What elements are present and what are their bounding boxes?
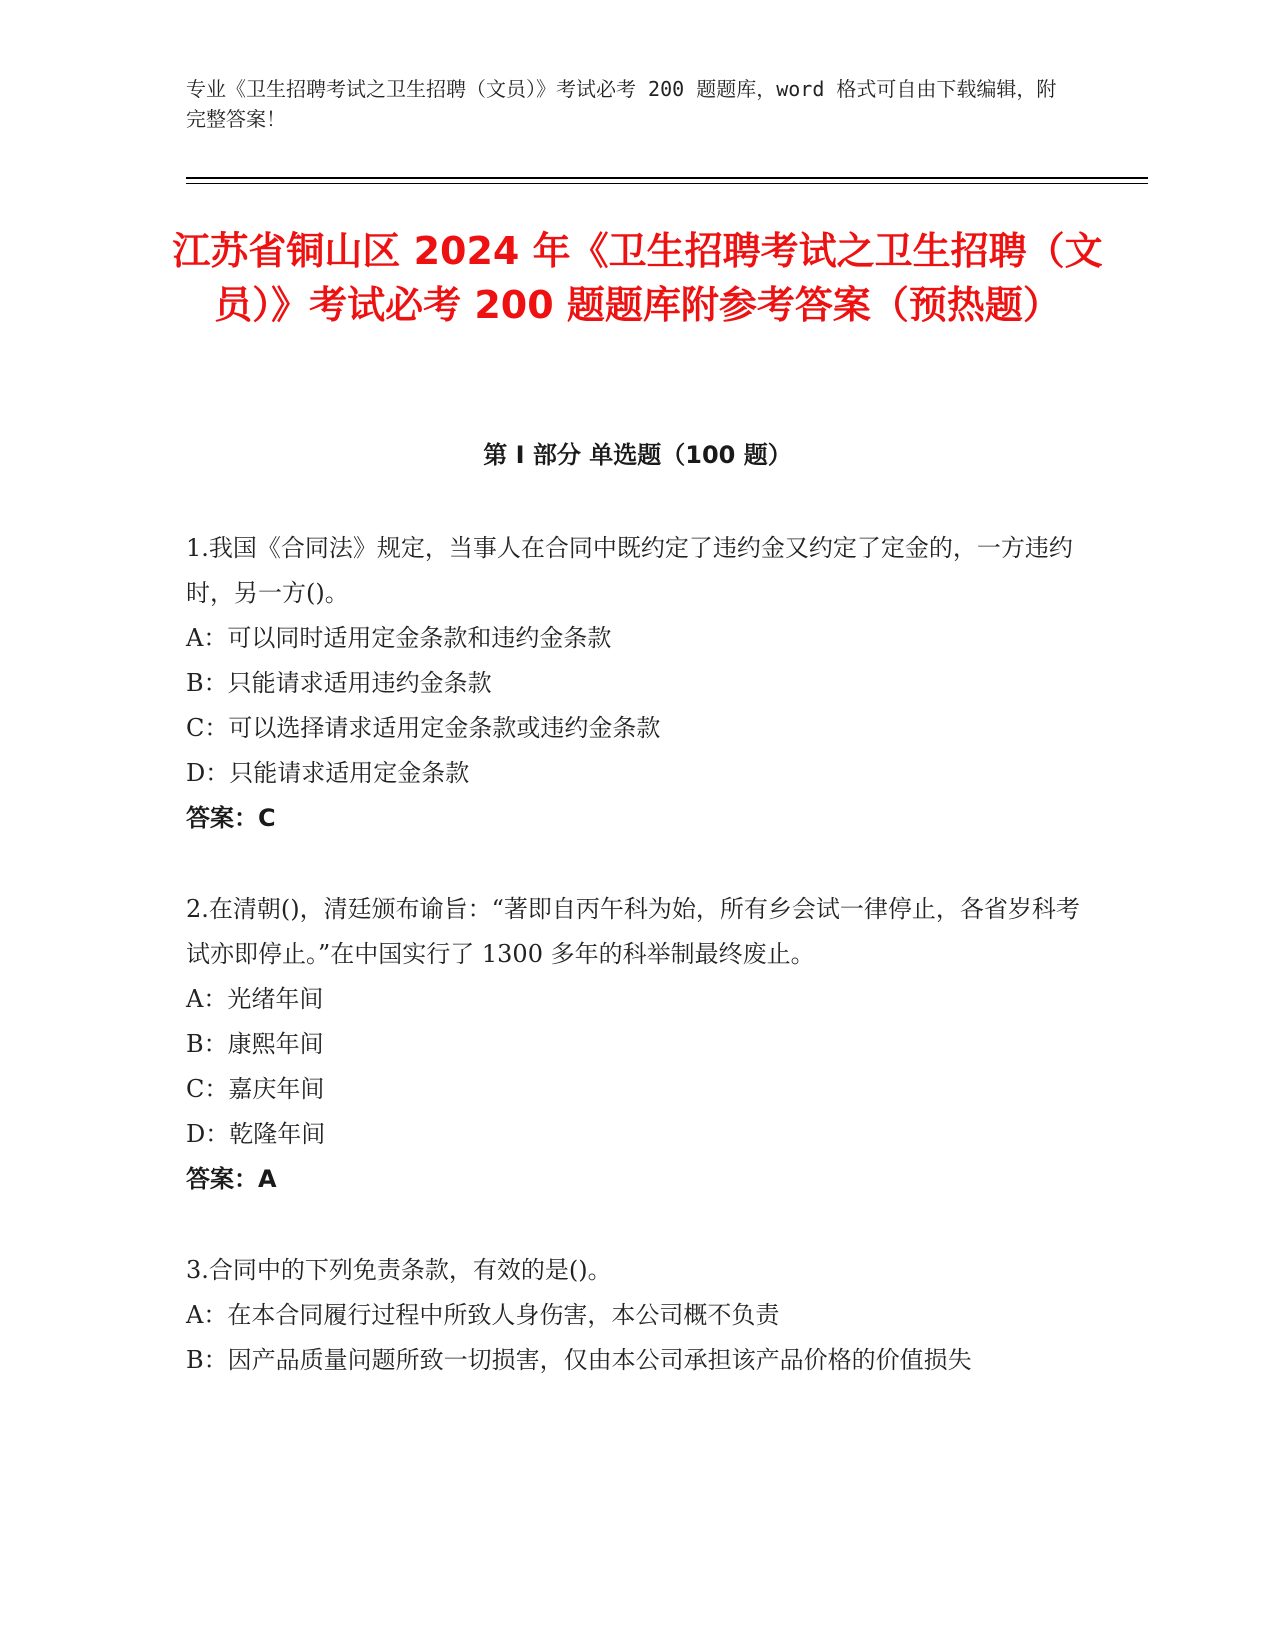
question-stem: 1.我国《合同法》规定，当事人在合同中既约定了违约金又约定了定金的，一方违约时，另一方()。 [186,534,1073,607]
question-stem: 2.在清朝()，清廷颁布谕旨：“著即自丙午科为始，所有乡会试一律停止，各省岁科考试亦即停止。”在中国实行了 1300 多年的科举制最终废止。 [186,895,1080,968]
option-a: A：在本合同履行过程中所致人身伤害，本公司概不负责 [186,1301,780,1329]
section-heading: 第 I 部分 单选题（100 题） [483,441,792,469]
option-a: A：可以同时适用定金条款和违约金条款 [186,624,612,652]
question-1 [186,526,1086,841]
question-2 [186,887,1086,1202]
header-divider-thin [186,183,1148,184]
option-b: B：只能请求适用违约金条款 [186,669,492,697]
option-a: A：光绪年间 [186,985,324,1013]
question-3 [186,1248,1086,1383]
answer-line: 答案：A [186,1165,277,1193]
option-d: D：乾隆年间 [186,1120,326,1148]
option-d: D：只能请求适用定金条款 [186,759,470,787]
answer-line: 答案：C [186,804,276,832]
option-c: C：嘉庆年间 [186,1075,325,1103]
option-b: B：康熙年间 [186,1030,324,1058]
option-c: C：可以选择请求适用定金条款或违约金条款 [186,714,661,742]
document-title: 江苏省铜山区 2024 年《卫生招聘考试之卫生招聘（文员）》考试必考 200 题题库附参考答案（预热题） [172,229,1103,327]
header-divider-thick [186,177,1148,179]
intro-text: 专业《卫生招聘考试之卫生招聘（文员）》考试必考 200 题题库，word 格式可自由下载编辑，附完整答案！ [186,77,1057,131]
option-b: B：因产品质量问题所致一切损害，仅由本公司承担该产品价格的价值损失 [186,1346,972,1374]
question-stem: 3.合同中的下列免责条款，有效的是()。 [186,1256,612,1284]
question-list [186,526,1086,1429]
